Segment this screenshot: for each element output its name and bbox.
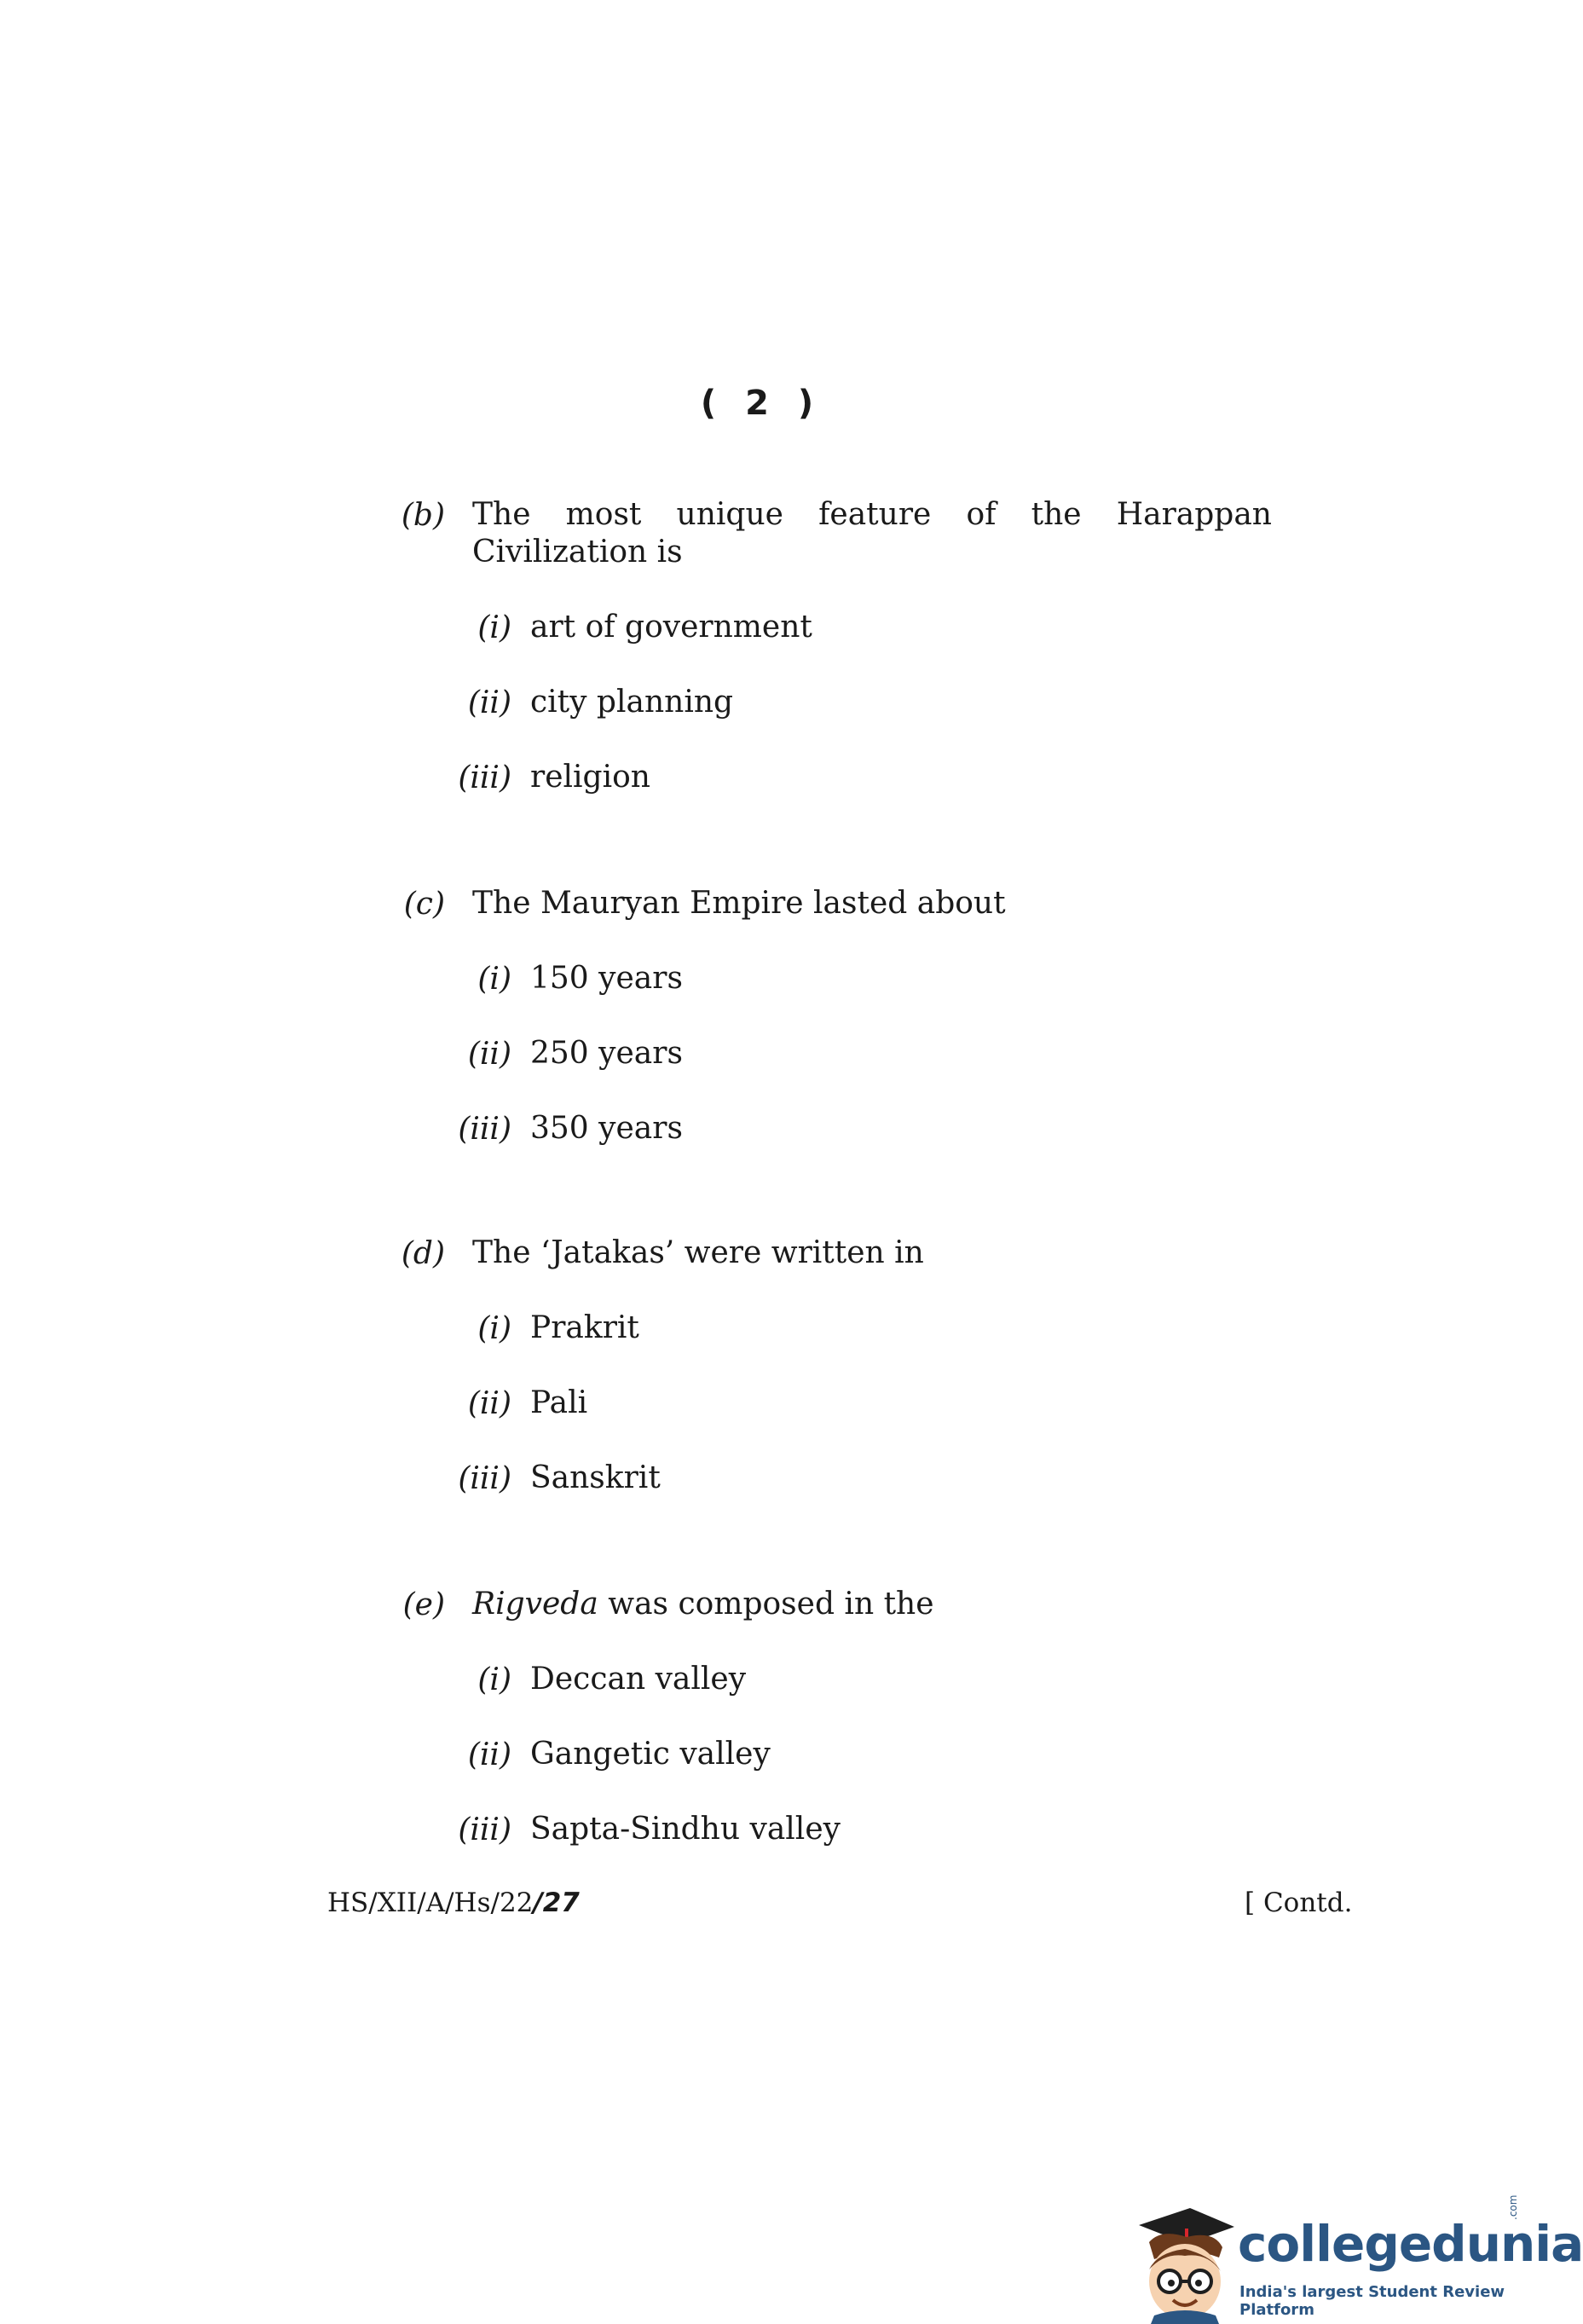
option-text: Prakrit bbox=[530, 1310, 639, 1345]
option-text: art of government bbox=[530, 610, 812, 645]
paper-code-suffix: /27 bbox=[533, 1888, 580, 1918]
question-text-continued: Civilization is bbox=[472, 535, 683, 569]
option-label: (i) bbox=[477, 962, 511, 997]
option-label: (iii) bbox=[458, 760, 511, 795]
question-text-rest: was composed in the bbox=[598, 1587, 934, 1622]
option-text: 350 years bbox=[530, 1111, 683, 1146]
option-text: Sanskrit bbox=[530, 1460, 661, 1495]
option-text: Deccan valley bbox=[530, 1662, 747, 1697]
logo-wordmark: collegedunia bbox=[1238, 2215, 1583, 2273]
option-label: (iii) bbox=[458, 1812, 511, 1847]
question-label: (d) bbox=[401, 1236, 445, 1271]
option-label: (i) bbox=[477, 1662, 511, 1697]
option-text: 250 years bbox=[530, 1036, 683, 1071]
option-text: city planning bbox=[530, 685, 734, 720]
page-number: ( 2 ) bbox=[700, 384, 823, 423]
paper-code-prefix: HS/XII/A/Hs/22 bbox=[327, 1888, 534, 1918]
option-label: (ii) bbox=[467, 1737, 511, 1772]
option-text: Pali bbox=[530, 1385, 588, 1420]
question-text bbox=[472, 1586, 934, 1623]
contd-marker: [ Contd. bbox=[1245, 1888, 1353, 1918]
option-text: religion bbox=[530, 760, 650, 795]
option-label: (ii) bbox=[467, 1386, 511, 1421]
option-label: (iii) bbox=[458, 1461, 511, 1496]
option-label: (i) bbox=[477, 1311, 511, 1346]
collegedunia-logo bbox=[1130, 2194, 1583, 2324]
question-text-italic: Rigveda bbox=[472, 1587, 598, 1622]
student-mascot-icon bbox=[1130, 2203, 1241, 2324]
option-text: Gangetic valley bbox=[530, 1737, 771, 1772]
question-label: (e) bbox=[402, 1587, 445, 1622]
paper-code bbox=[327, 1888, 580, 1918]
option-label: (i) bbox=[477, 610, 511, 645]
logo-domain: .com bbox=[1507, 2194, 1519, 2220]
option-label: (ii) bbox=[467, 1037, 511, 1072]
option-label: (ii) bbox=[467, 685, 511, 720]
option-label: (iii) bbox=[458, 1112, 511, 1147]
question-label: (b) bbox=[401, 498, 445, 533]
logo-tagline: India's largest Student Review Platform bbox=[1239, 2283, 1505, 2319]
question-text: The most unique feature of the Harappan bbox=[472, 497, 1272, 532]
option-text: 150 years bbox=[530, 961, 683, 996]
question-text: The ‘Jatakas’ were written in bbox=[472, 1235, 924, 1270]
question-label: (c) bbox=[403, 887, 445, 922]
question-text: The Mauryan Empire lasted about bbox=[472, 886, 1006, 921]
option-text: Sapta-Sindhu valley bbox=[530, 1812, 841, 1847]
